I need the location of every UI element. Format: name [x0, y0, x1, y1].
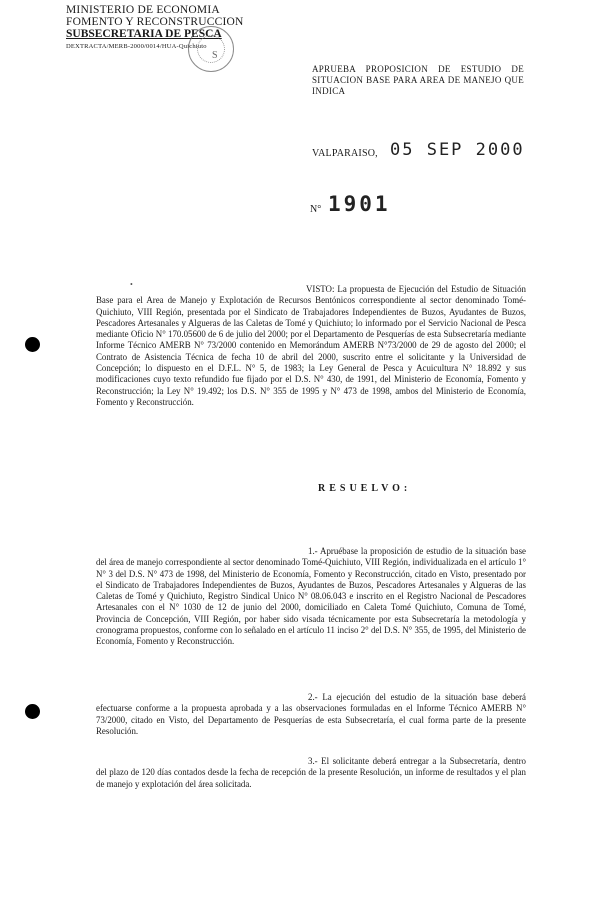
number-label: N°	[310, 204, 322, 215]
date-stamp: 05 SEP 2000	[390, 140, 525, 160]
punch-hole	[25, 337, 40, 352]
article-number: 1.-	[308, 546, 318, 556]
article-number: 2.-	[308, 692, 318, 702]
article-text: La ejecución del estudio de la situación base deberá efectuarse conforme a la propuesta aprobada y a las observaciones formuladas en el Informe Técnico AMERB N° 73/2000, citado en Visto, del Departamento de Pesquerías de esta Subsecretaría, el cual forma parte de la presente Resolución.	[96, 692, 526, 736]
official-seal-icon	[188, 26, 234, 72]
article-3	[96, 756, 526, 790]
subsecretaria-name: SUBSECRETARIA DE PESCA	[66, 28, 222, 40]
reference-code: DEXTRACTA/MERB-2000/0014/HUA-Quichiuto	[66, 43, 207, 50]
place-label: VALPARAISO,	[312, 148, 378, 159]
ministry-subtitle: FOMENTO Y RECONSTRUCCION	[66, 16, 244, 28]
resolution-subject: APRUEBA PROPOSICION DE ESTUDIO DE SITUACION BASE PARA AREA DE MANEJO QUE INDICA	[312, 64, 524, 96]
article-number: 3.-	[308, 756, 318, 766]
margin-mark: •	[130, 280, 133, 289]
letterhead	[66, 4, 266, 53]
article-text: Apruébase la proposición de estudio de la situación base del área de manejo correspondiente al sector denominado Tomé-Quichiuto, VIII Región, individualizada en el artículo 1° N° 3 del D.S. N° 473 de 1998, del Ministerio de Economía, Fomento y Reconstrucción, citado en Visto, presentado por el Sindicato de Trabajadores Independientes de Buzos, Ayudantes de Buzos, Pescadores Artesanales y Algueras de las Caletas de Tomé y Quichiuto, Registro Sindical Unico N° 08.06.043 e inscrito en el Registro Nacional de Pescadores Artesanales con el N° 1030 de 12 de junio del 2000, domiciliado en Caleta Tomé Quichiuto, Comuna de Tomé, Provincia de Concepción, VIII Región, por haber sido visada técnicamente por esta Subsecretaría la metodología y cronograma propuestos, conforme con lo señalado en el artículo 11 inciso 2° del D.S. N° 355, de 1995, del Ministerio de Economía, Fomento y Reconstrucción.	[96, 546, 526, 647]
article-text: El solicitante deberá entregar a la Subsecretaría, dentro del plazo de 120 días contados desde la fecha de recepción de la presente Resolución, un informe de resultados y el plan de manejo y explotación del área solicitada.	[96, 756, 526, 789]
punch-hole	[25, 704, 40, 719]
number-value: 1901	[328, 192, 391, 216]
resolution-number	[310, 192, 430, 222]
visto-text: VISTO: La propuesta de Ejecución del Estudio de Situación Base para el Area de Manejo y Explotación de Recursos Bentónicos correspondiente al sector denominado Tomé-Quichiuto, VIII Región, presentada por el Sindicato de Trabajadores Independientes de Buzos, Ayudantes de Buzos, Pescadores Artesanales y Algueras de las Caletas de Tomé y Quichiuto; lo informado por el Servicio Nacional de Pesca mediante Oficio N° 170.05600 de 6 de julio del 2000; por el Departamento de Pesquerías de esta Subsecretaría mediante Informe Técnico AMERB N° 73/2000 contenido en Memorándum AMERB N°73/2000 de 29 de agosto del 2000; el Contrato de Asistencia Técnica de fecha 10 de abril del 2000, suscrito entre el solicitante y la Universidad de Concepción; lo dispuesto en el D.F.L. N° 5, de 1983; la Ley General de Pesca y Acuicultura N° 18.892 y sus modificaciones cuyo texto refundido fue fijado por el D.S. N° 430, de 1991, del Ministerio de Economía, Fomento y Reconstrucción; la Ley N° 19.492; los D.S. N° 355 de 1995 y N° 473 de 1998, ambos del Ministerio de Economía, Fomento y Reconstrucción.	[96, 284, 526, 407]
seal-mark: S	[212, 50, 218, 61]
place-date	[312, 138, 542, 164]
visto-paragraph	[96, 284, 526, 408]
ministry-name: MINISTERIO DE ECONOMIA	[66, 4, 220, 16]
resuelvo-heading: RESUELVO:	[318, 483, 412, 494]
article-2	[96, 692, 526, 737]
article-1	[96, 546, 526, 648]
